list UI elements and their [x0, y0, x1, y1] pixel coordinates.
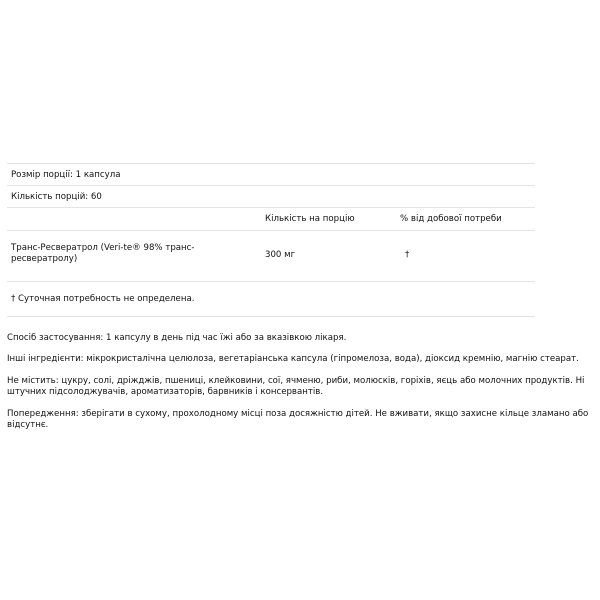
- ingredient-amount: 300 мг: [265, 250, 296, 260]
- amount-column-header: Кількість на порцію: [265, 214, 355, 224]
- warning-text: Попередження: зберігати в сухому, прохолодному місці поза досяжністю дітей. Не вживати, якщо захисне кільце зламано або відсутнє.: [7, 409, 589, 430]
- usage-instructions: Спосіб застосування: 1 капсулу в день під час їжі або за вказівкою лікаря.: [7, 333, 347, 343]
- daily-value-column-header: % від добової потреби: [400, 214, 502, 224]
- footnote-text: † Суточная потребность не определена.: [11, 294, 195, 304]
- allergen-free-statement: Не містить: цукру, солі, дріжджів, пшениці, клейковини, сої, ячменю, риби, молюсків, горіхів, яєць або молочних продуктів. Ні штучних підсолоджувачів, ароматизаторів, барвників і консервантів.: [7, 376, 585, 397]
- footnote-row: [7, 281, 535, 317]
- table-header-row: [7, 207, 535, 230]
- table-row: [7, 230, 535, 281]
- ingredient-name: Транс-Ресвератрол (Veri-te® 98% транс-ресвератролу): [11, 243, 195, 264]
- supplement-facts-table: [7, 163, 535, 317]
- ingredient-daily-value: †: [405, 250, 410, 260]
- serving-size-row: [7, 163, 535, 185]
- other-ingredients: Інші інгредієнти: мікрокристалічна целюлоза, вегетаріанська капсула (гіпромелоза, вода), діоксид кремнію, магнію стеарат.: [7, 354, 579, 364]
- serving-size-text: Розмір порції: 1 капсула: [11, 170, 121, 180]
- servings-per-container-text: Кількість порцій: 60: [11, 192, 102, 202]
- servings-per-container-row: [7, 185, 535, 207]
